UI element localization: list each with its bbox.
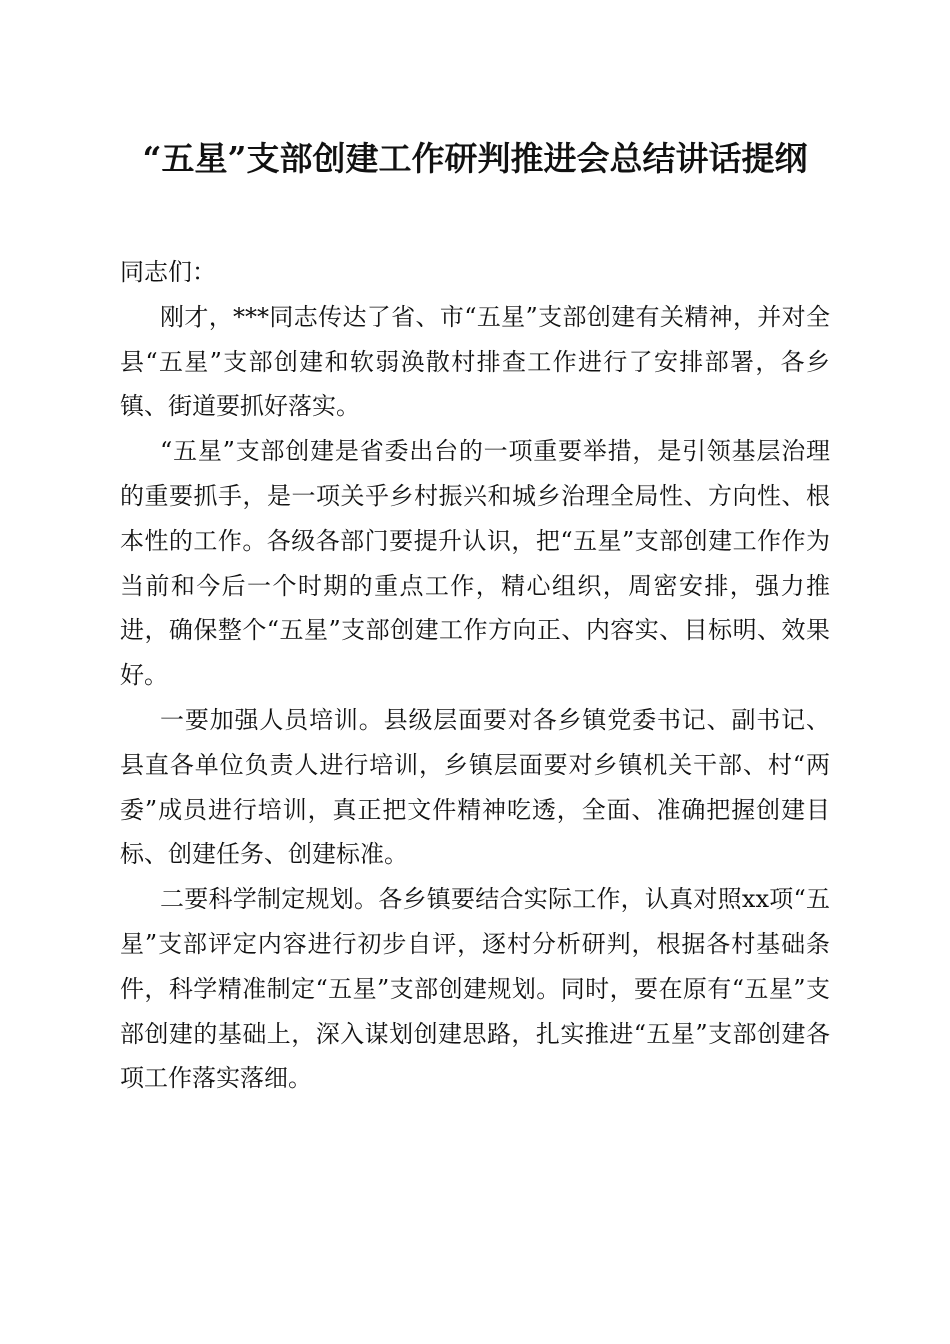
paragraph-4: 二要科学制定规划。各乡镇要结合实际工作，认真对照xx项“五星”支部评定内容进行初步自评，逐村分析研判，根据各村基础条件，科学精准制定“五星”支部创建规划。同时，要在原有“五星”支部创建的基础上，深入谋划创建思路，扎实推进“五星”支部创建各项工作落实落细。 [120, 885, 830, 1093]
document-title: “五星”支部创建工作研判推进会总结讲话提纲 [142, 139, 808, 178]
salutation: 同志们： [120, 258, 216, 286]
paragraph-1: 刚才，***同志传达了省、市“五星”支部创建有关精神，并对全县“五星”支部创建和软弱涣散村排查工作进行了安排部署，各乡镇、街道要抓好落实。 [120, 302, 830, 421]
paragraph-2: “五星”支部创建是省委出台的一项重要举措，是引领基层治理的重要抓手，是一项关乎乡村振兴和城乡治理全局性、方向性、根本性的工作。各级各部门要提升认识，把“五星”支部创建工作作为当前和今后一个时期的重点工作，精心组织，周密安排，强力推进，确保整个“五星”支部创建工作方向正、内容实、目标明、效果好。 [120, 437, 830, 690]
document-body [120, 250, 830, 1101]
paragraph-3: 一要加强人员培训。县级层面要对各乡镇党委书记、副书记、县直各单位负责人进行培训，乡镇层面要对乡镇机关干部、村“两委”成员进行培训，真正把文件精神吃透，全面、准确把握创建目标、创建任务、创建标准。 [120, 705, 830, 869]
